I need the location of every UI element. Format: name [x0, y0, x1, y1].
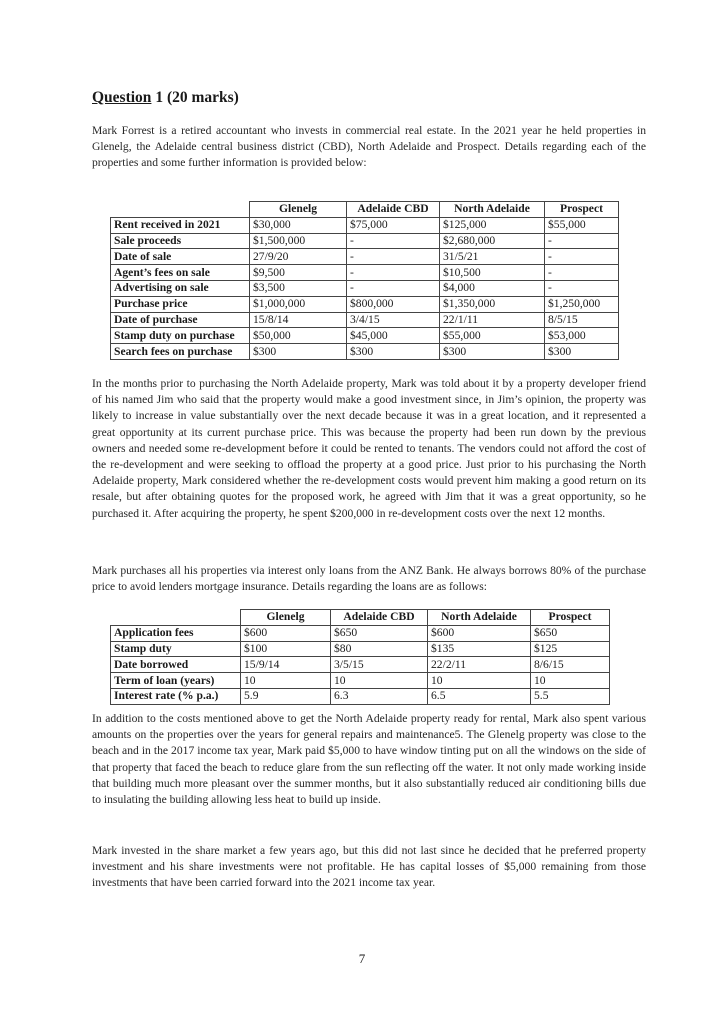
table-cell: 10 — [531, 673, 610, 689]
table-row — [111, 265, 619, 281]
table-row — [111, 688, 610, 704]
column-header: Prospect — [545, 202, 619, 218]
table-cell: 10 — [331, 673, 428, 689]
table-cell: $650 — [331, 625, 428, 641]
question-heading-underlined: Question — [92, 89, 152, 106]
table-row — [111, 657, 610, 673]
table-cell: $30,000 — [250, 217, 347, 233]
table-cell: $55,000 — [545, 217, 619, 233]
table-cell: $50,000 — [250, 328, 347, 344]
column-header: Adelaide CBD — [347, 202, 440, 218]
row-label: Purchase price — [111, 296, 250, 312]
table-cell: $10,500 — [440, 265, 545, 281]
repairs-paragraph: In addition to the costs mentioned above to get the North Adelaide property ready for rental, Mark also spent various amounts on the properties over the years for general repairs and maintenance5. The Glenelg property was close to the beach and in the 2017 income tax year, Mark paid $5,000 to have window tinting put on all the windows on the side of that property that faced the beach to reduce glare from the sun reflecting off the water. It not only made working inside that building much more pleasant over the summer months, but it also substantially reduced air conditioning bills due to insulating the building allowing less heat to build up inside. — [92, 712, 646, 807]
table-cell: 6.3 — [331, 688, 428, 704]
properties-table-header — [111, 202, 619, 218]
table-cell: 15/9/14 — [241, 657, 331, 673]
table-cell: 22/2/11 — [428, 657, 531, 673]
intro-paragraph: Mark Forrest is a retired accountant who invests in commercial real estate. In the 2021 year he held properties in Glenelg, the Adelaide central business district (CBD), North Adelaide and Prospect. Details regarding each of the properties and some further information is provided below: — [92, 124, 646, 170]
table-cell: $55,000 — [440, 328, 545, 344]
column-header: North Adelaide — [440, 202, 545, 218]
row-label: Stamp duty on purchase — [111, 328, 250, 344]
table-cell: $53,000 — [545, 328, 619, 344]
table-row — [111, 233, 619, 249]
row-label: Date borrowed — [111, 657, 241, 673]
row-label: Date of purchase — [111, 312, 250, 328]
table-cell: $2,680,000 — [440, 233, 545, 249]
share-market-paragraph: Mark invested in the share market a few years ago, but this did not last since he decided that he preferred property investment and his share investments were not profitable. He has capital losses of $5,000 remaining from those investments that have been carried forward into the 2021 income tax year. — [92, 844, 646, 890]
table-cell: 5.9 — [241, 688, 331, 704]
header-blank-cell — [111, 202, 250, 218]
page-number: 7 — [358, 951, 366, 966]
table-cell: 31/5/21 — [440, 249, 545, 265]
column-header: North Adelaide — [428, 610, 531, 626]
table-row — [111, 296, 619, 312]
table-cell: - — [347, 233, 440, 249]
table-cell: $1,350,000 — [440, 296, 545, 312]
column-header: Prospect — [531, 610, 610, 626]
table-cell: - — [347, 280, 440, 296]
row-label: Term of loan (years) — [111, 673, 241, 689]
row-label: Date of sale — [111, 249, 250, 265]
table-row — [111, 641, 610, 657]
table-cell: $300 — [250, 344, 347, 360]
table-row — [111, 249, 619, 265]
row-label: Application fees — [111, 625, 241, 641]
loans-table — [110, 609, 610, 705]
row-label: Sale proceeds — [111, 233, 250, 249]
table-cell: $100 — [241, 641, 331, 657]
column-header: Glenelg — [250, 202, 347, 218]
table-cell: - — [545, 233, 619, 249]
table-cell: $800,000 — [347, 296, 440, 312]
table-cell: 8/5/15 — [545, 312, 619, 328]
table-cell: $650 — [531, 625, 610, 641]
table-cell: $300 — [545, 344, 619, 360]
table-row — [111, 280, 619, 296]
table-cell: $3,500 — [250, 280, 347, 296]
table-cell: $135 — [428, 641, 531, 657]
table-cell: 10 — [241, 673, 331, 689]
table-cell: 5.5 — [531, 688, 610, 704]
table-row — [111, 328, 619, 344]
loans-table-header — [111, 610, 610, 626]
table-cell: $1,000,000 — [250, 296, 347, 312]
row-label: Interest rate (% p.a.) — [111, 688, 241, 704]
table-row — [111, 673, 610, 689]
table-cell: - — [347, 249, 440, 265]
table-cell: $600 — [241, 625, 331, 641]
loans-intro-paragraph: Mark purchases all his properties via interest only loans from the ANZ Bank. He always borrows 80% of the purchase price to avoid lenders mortgage insurance. Details regarding the loans are as follows: — [92, 564, 646, 594]
table-cell: 15/8/14 — [250, 312, 347, 328]
table-cell: 10 — [428, 673, 531, 689]
table-cell: $9,500 — [250, 265, 347, 281]
table-row — [111, 344, 619, 360]
row-label: Rent received in 2021 — [111, 217, 250, 233]
table-cell: 6.5 — [428, 688, 531, 704]
row-label: Stamp duty — [111, 641, 241, 657]
table-cell: $600 — [428, 625, 531, 641]
table-cell: $75,000 — [347, 217, 440, 233]
column-header: Glenelg — [241, 610, 331, 626]
table-cell: $45,000 — [347, 328, 440, 344]
properties-table — [110, 201, 619, 360]
table-cell: - — [347, 265, 440, 281]
table-cell: 8/6/15 — [531, 657, 610, 673]
header-blank-cell — [111, 610, 241, 626]
table-cell: $1,250,000 — [545, 296, 619, 312]
table-cell: 3/4/15 — [347, 312, 440, 328]
table-row — [111, 625, 610, 641]
table-cell: $125,000 — [440, 217, 545, 233]
north-adelaide-paragraph: In the months prior to purchasing the North Adelaide property, Mark was told about it by a property developer friend of his named Jim who said that the property would make a good investment since, in Jim’s opinion, the property was likely to increase in value substantially over the next decade because it was in a great location, and it represented a great opportunity at its current purchase price. This was because the property had been run down by the previous owners and needed some re-development before it could be rented to tenants. The vendors could not afford the cost of the re-development and were seeking to offload the property at a good price. Just prior to his purchasing the North Adelaide property, Mark considered whether the re-development costs would prevent him making a good return on its resale, but after obtaining quotes for the proposed work, he agreed with Jim that it was a great opportunity, so he purchased it. After acquiring the property, he spent $200,000 in re-development costs over the next 12 months. — [92, 377, 646, 520]
row-label: Agent’s fees on sale — [111, 265, 250, 281]
table-cell: - — [545, 249, 619, 265]
column-header: Adelaide CBD — [331, 610, 428, 626]
question-heading-marks: 1 (20 marks) — [151, 89, 239, 106]
table-cell: 3/5/15 — [331, 657, 428, 673]
row-label: Advertising on sale — [111, 280, 250, 296]
table-cell: $80 — [331, 641, 428, 657]
table-cell: $125 — [531, 641, 610, 657]
table-cell: 27/9/20 — [250, 249, 347, 265]
table-cell: 22/1/11 — [440, 312, 545, 328]
table-cell: $4,000 — [440, 280, 545, 296]
table-cell: - — [545, 280, 619, 296]
table-row — [111, 217, 619, 233]
row-label: Search fees on purchase — [111, 344, 250, 360]
question-heading — [92, 89, 239, 107]
table-cell: $300 — [347, 344, 440, 360]
table-cell: - — [545, 265, 619, 281]
table-row — [111, 312, 619, 328]
table-cell: $1,500,000 — [250, 233, 347, 249]
table-cell: $300 — [440, 344, 545, 360]
